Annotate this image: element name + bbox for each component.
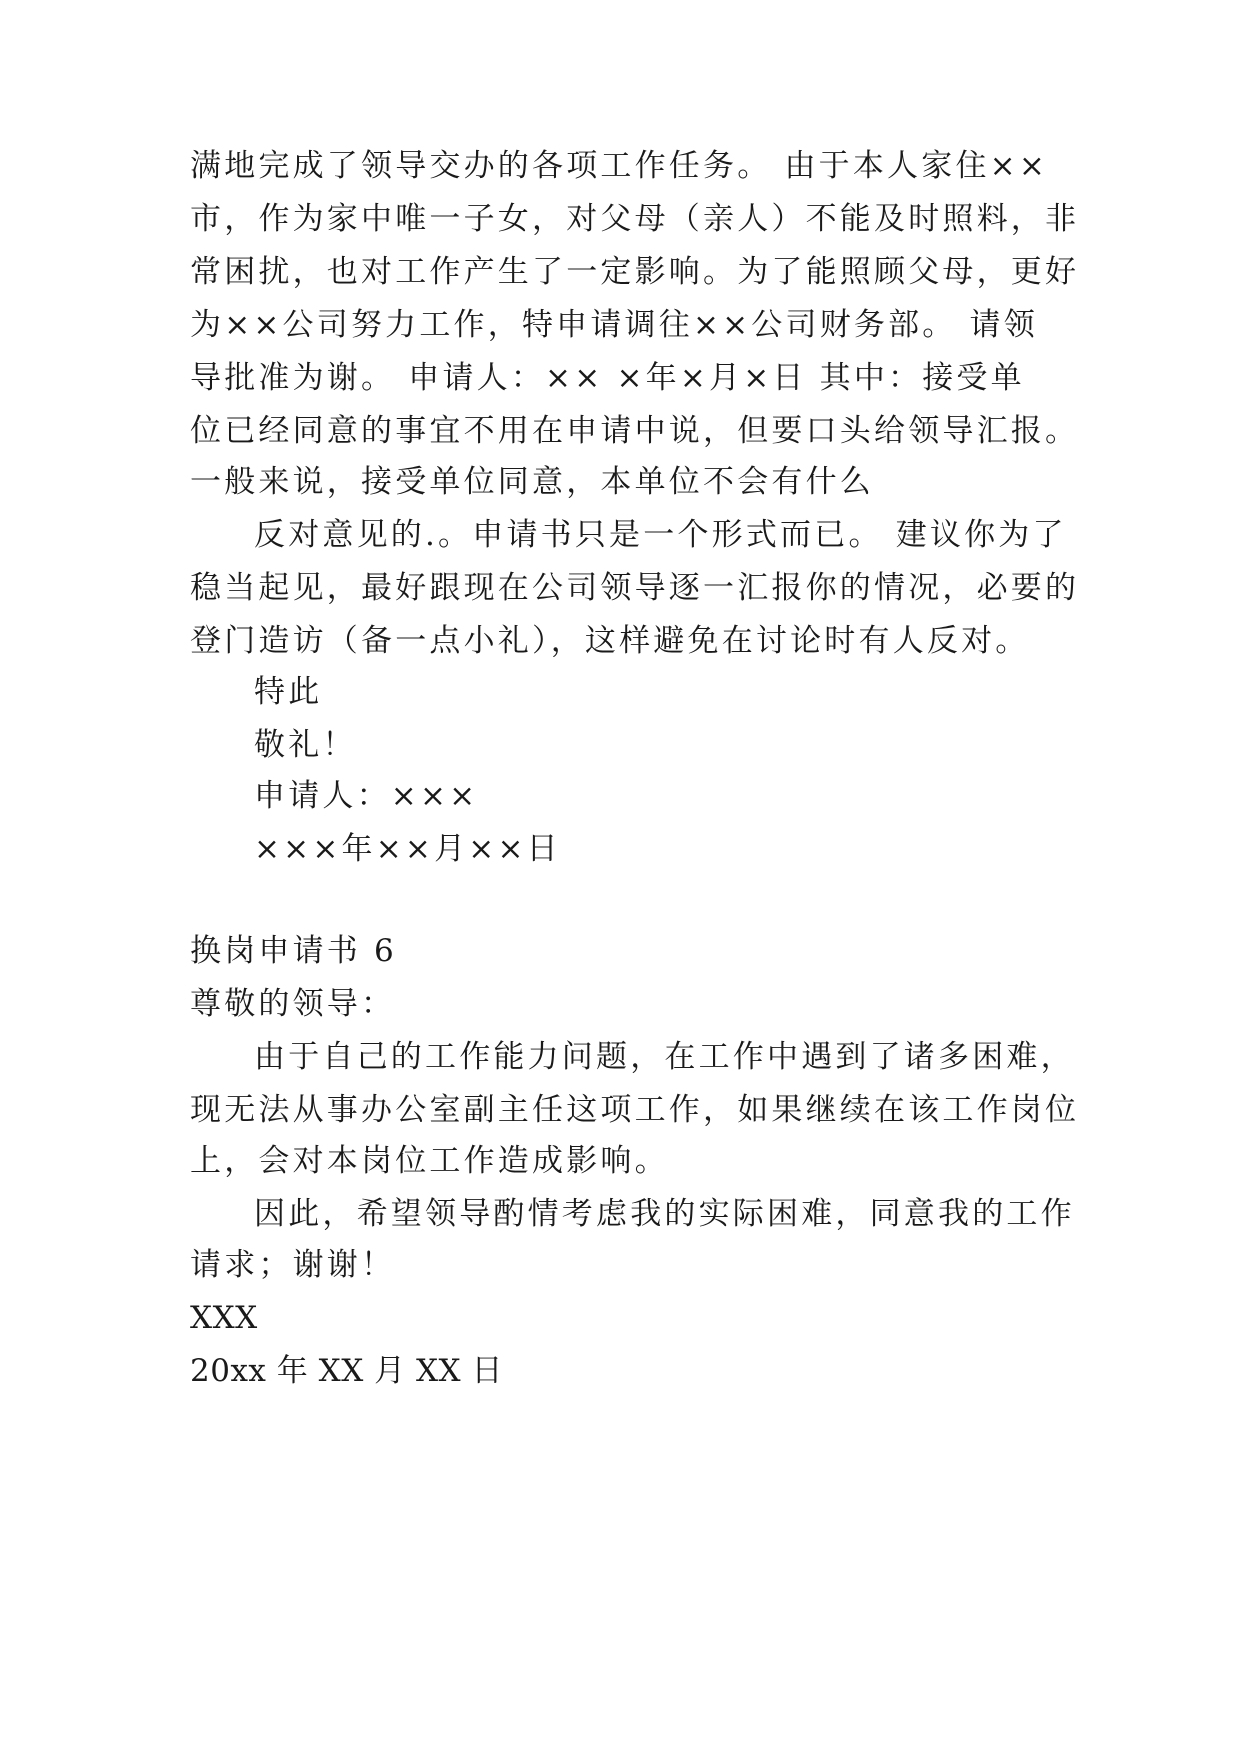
body-text-line: 一般来说，接受单位同意，本单位不会有什么 [190,464,874,500]
date-line: ×××年××月××日 [254,831,561,867]
body-text-line: 导批准为谢。 申请人：×× ×年×月×日 其中：接受单 [190,360,1025,396]
body-text-line: 上，会对本岗位工作造成影响。 [190,1143,669,1179]
body-text-line: 位已经同意的事宜不用在申请中说，但要口头给领导汇报。 [190,413,1080,449]
greeting: 尊敬的领导： [190,986,396,1022]
applicant-signature: 申请人：××× [254,778,479,814]
body-text-line: 反对意见的.。申请书只是一个形式而已。 建议你为了 [254,517,1067,553]
closing-text: 特此 [254,674,323,710]
body-text-line: 满地完成了领导交办的各项工作任务。 由于本人家住×× [190,148,1049,184]
body-text-line: 市，作为家中唯一子女，对父母（亲人）不能及时照料，非 [190,201,1080,237]
body-text-line: 为××公司努力工作，特申请调往××公司财务部。 请领 [190,307,1038,343]
body-text-line: 由于自己的工作能力问题，在工作中遇到了诸多困难， [254,1039,1075,1075]
signature: XXX [190,1300,258,1336]
body-text-line: 登门造访（备一点小礼），这样避免在讨论时有人反对。 [190,623,1030,659]
body-text-line: 稳当起见，最好跟现在公司领导逐一汇报你的情况，必要的 [190,570,1080,606]
body-text-line: 常困扰，也对工作产生了一定影响。为了能照顾父母，更好 [190,254,1080,290]
body-text-line: 现无法从事办公室副主任这项工作，如果继续在该工作岗位 [190,1092,1080,1128]
salute-text: 敬礼！ [254,727,357,763]
body-text-line: 因此，希望领导酌情考虑我的实际困难，同意我的工作 [254,1196,1075,1232]
body-text-line: 请求；谢谢！ [190,1247,396,1283]
section-title: 换岗申请书 6 [190,933,397,969]
date-line: 20xx 年 XX 月 XX 日 [190,1353,503,1389]
